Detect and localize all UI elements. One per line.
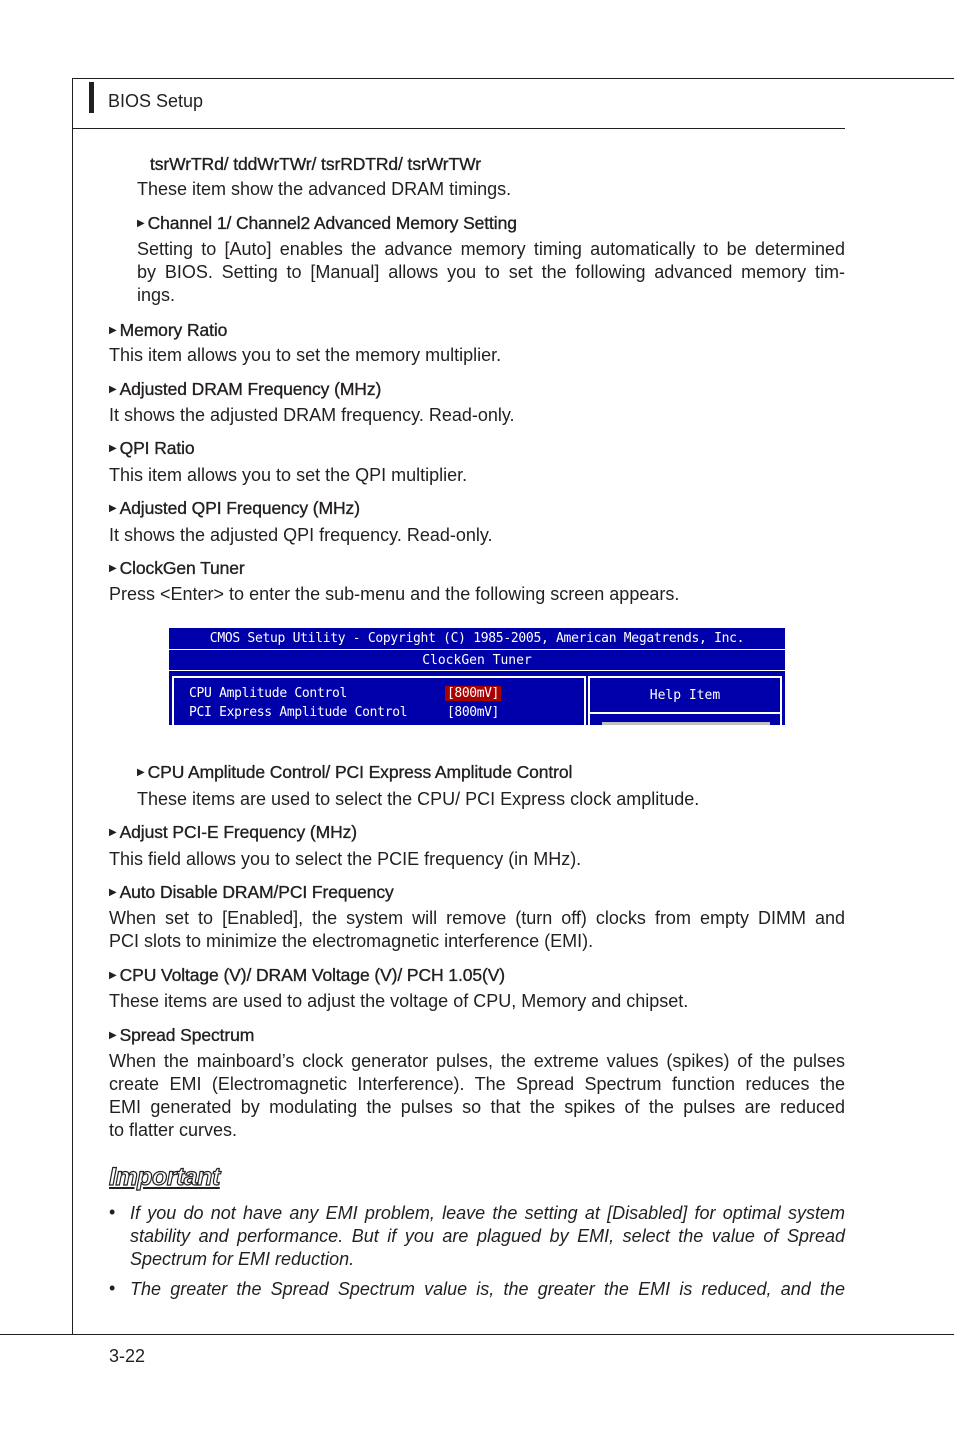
bios-menu-title: ClockGen Tuner [169, 649, 785, 671]
section-body: This item allows you to set the memory multiplier. [109, 345, 502, 365]
bios-clockgen-tuner-screenshot [169, 628, 785, 725]
important-note: If you do not have any EMI problem, leave the setting at [Disabled] for optimal system stability and performance. But if you are plagued by EMI, select the value of Spread Spectrum for EMI reduction. [130, 1203, 845, 1269]
bullet-dot: • [109, 1278, 116, 1298]
triangle-bullet-icon: ▶ [109, 563, 117, 574]
section-heading: ▶ QPI Ratio [109, 438, 195, 458]
triangle-bullet-icon: ▶ [109, 1030, 117, 1041]
section-body: Press <Enter> to enter the sub-menu and the following screen appears. [109, 584, 680, 604]
important-heading: Important [109, 1163, 220, 1191]
section-heading: ▶ Memory Ratio [109, 320, 228, 340]
bios-help-panel [588, 676, 782, 725]
important-note: The greater the Spread Spectrum value is, the greater the EMI is reduced, and the [130, 1279, 845, 1299]
triangle-bullet-icon: ▶ [109, 970, 117, 981]
section-body: Setting to [Auto] enables the advance memory timing automatically to be determined by BIOS. Setting to [Manual] allows you to set the following advanced memory tim- ings. [137, 239, 845, 305]
bios-row-label[interactable]: PCI Express Amplitude Control [189, 705, 408, 720]
section-heading: ▶ ClockGen Tuner [109, 558, 245, 578]
frame-top-rule [72, 78, 954, 79]
section-body: It shows the adjusted DRAM frequency. Read-only. [109, 405, 515, 425]
triangle-bullet-icon: ▶ [109, 325, 117, 336]
triangle-bullet-icon: ▶ [109, 827, 117, 838]
bios-row-value[interactable]: [800mV] [447, 686, 499, 701]
section-heading: ▶ Auto Disable DRAM/PCI Frequency [109, 882, 394, 902]
header-marker [89, 82, 94, 113]
triangle-bullet-icon: ▶ [109, 443, 117, 454]
bios-help-scrollbar [602, 722, 770, 725]
bios-row-value[interactable]: [800mV] [447, 705, 499, 720]
section-heading: ▶ Adjusted DRAM Frequency (MHz) [109, 379, 382, 399]
triangle-bullet-icon: ▶ [109, 887, 117, 898]
section-body: These items are used to select the CPU/ PCI Express clock amplitude. [137, 789, 700, 809]
section-body: These items are used to adjust the voltage of CPU, Memory and chipset. [109, 991, 689, 1011]
section-body: When set to [Enabled], the system will remove (turn off) clocks from empty DIMM and PCI slots to minimize the electromagnetic interference (EMI). [109, 908, 845, 951]
section-body: It shows the adjusted QPI frequency. Read-only. [109, 525, 493, 545]
page-header-title: BIOS Setup [108, 91, 204, 111]
section-body: When the mainboard’s clock generator pulses, the extreme values (spikes) of the pulses create EMI (Electromagnetic Interference). The Spread Spectrum function reduces the EMI generated by modulating the pulses so that the spikes of the pulses are reduced to flatter curves. [109, 1051, 845, 1140]
section-body: These item show the advanced DRAM timings. [137, 179, 512, 199]
section-body: This field allows you to select the PCIE frequency (in MHz). [109, 849, 582, 869]
header-rule [72, 128, 845, 129]
triangle-bullet-icon: ▶ [109, 384, 117, 395]
section-body: This item allows you to set the QPI multiplier. [109, 465, 468, 485]
section-heading: ▶ Channel 1/ Channel2 Advanced Memory Setting [137, 213, 517, 233]
frame-left-rule [72, 78, 73, 1335]
triangle-bullet-icon: ▶ [109, 503, 117, 514]
bios-title-bar: CMOS Setup Utility - Copyright (C) 1985-2005, American Megatrends, Inc. [169, 628, 785, 649]
section-heading: ▶ CPU Amplitude Control/ PCI Express Amplitude Control [137, 762, 573, 782]
bios-help-title: Help Item [590, 678, 780, 714]
page-number: 3-22 [109, 1346, 146, 1366]
triangle-bullet-icon: ▶ [137, 767, 145, 778]
bullet-dot: • [109, 1202, 116, 1222]
bios-row-label[interactable]: CPU Amplitude Control [189, 686, 348, 701]
section-heading: ▶ Adjusted QPI Frequency (MHz) [109, 498, 360, 518]
section-heading: ▶ Spread Spectrum [109, 1025, 255, 1045]
footer-rule [0, 1334, 954, 1335]
section-heading: ▶ Adjust PCI-E Frequency (MHz) [109, 822, 357, 842]
section-heading: ▶ CPU Voltage (V)/ DRAM Voltage (V)/ PCH 1.05(V) [109, 965, 505, 985]
section-heading: tsrWrTRd/ tddWrTWr/ tsrRDTRd/ tsrWrTWr [150, 154, 481, 174]
triangle-bullet-icon: ▶ [137, 218, 145, 229]
